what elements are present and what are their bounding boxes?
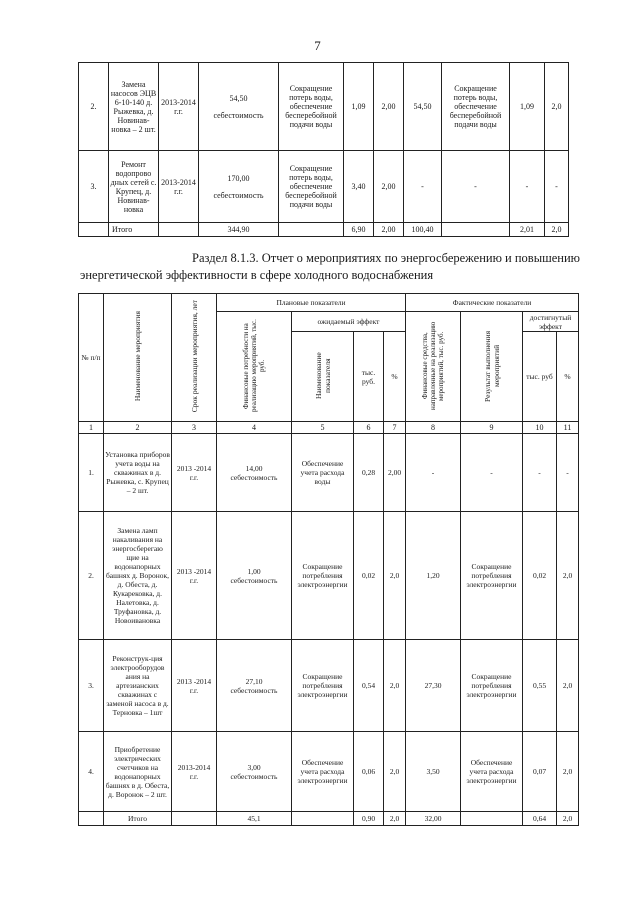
- section-heading: [80, 250, 580, 284]
- header-term: Срок реализации мероприятия, лет: [172, 294, 217, 422]
- achieved-thous: 0,07: [523, 732, 557, 812]
- header-expected: ожидаемый эффект: [292, 312, 406, 332]
- total-fact-financing: 32,00: [406, 812, 461, 826]
- cost-value: 1,00: [247, 566, 261, 576]
- total-fact-financing: 100,40: [404, 223, 442, 237]
- term: 2013 -2014 г.г.: [172, 640, 217, 732]
- total-pct: 2,0: [384, 812, 406, 826]
- expected-pct: 2,00: [374, 63, 404, 151]
- term: 2013-2014 г.г.: [159, 151, 199, 223]
- expected-pct: 2,0: [384, 640, 406, 732]
- measure-name: Ремонт водопрово дных сетей с. Крупец, д. Новинав-новка: [109, 151, 159, 223]
- cost-cell: [199, 63, 279, 151]
- header-achieved: достигнутый эффект: [523, 312, 579, 332]
- total-achieved-thous: 2,01: [510, 223, 545, 237]
- table-continuation: [78, 62, 569, 237]
- row-number: 4.: [79, 732, 104, 812]
- fact-financing: -: [406, 434, 461, 512]
- col-num: 11: [557, 422, 579, 434]
- expected-thous: 0,02: [354, 512, 384, 640]
- cost-value: 3,00: [247, 762, 261, 772]
- cost-cell: [217, 640, 292, 732]
- col-num: 8: [406, 422, 461, 434]
- expected-indicator: Сокращение потребления электроэнергии: [292, 640, 354, 732]
- cost-unit: себестоимость: [230, 685, 278, 695]
- expected-indicator: Обеспечение учета расхода электроэнергии: [292, 732, 354, 812]
- column-numbers-row: [79, 422, 579, 434]
- header-fin-spent: Финансовые средства, направленные на реализацию мероприятий, тыс. руб.: [406, 312, 461, 422]
- expected-pct: 2,0: [384, 732, 406, 812]
- cost-cell: [217, 732, 292, 812]
- measure-name: Установка приборов учета воды на скважинах в д. Рыжевка, с. Крупец – 2 шт.: [104, 434, 172, 512]
- total-row: [79, 812, 579, 826]
- expected-indicator: Сокращение потерь воды, обеспечение бесперебойной подачи воды: [279, 151, 344, 223]
- total-label: Итого: [104, 812, 172, 826]
- expected-pct: 2,0: [384, 512, 406, 640]
- total-thous: 6,90: [344, 223, 374, 237]
- cost-value: 54,50: [229, 93, 248, 103]
- achieved-thous: -: [523, 434, 557, 512]
- total-row: [79, 223, 569, 237]
- header-fin-need: Финансовые потребности на реализацию мероприятий, тыс. руб.: [217, 312, 292, 422]
- page-number: 7: [314, 38, 321, 53]
- total-label: Итого: [109, 223, 159, 237]
- total-achieved-pct: 2,0: [545, 223, 569, 237]
- col-num: 3: [172, 422, 217, 434]
- col-num: 6: [354, 422, 384, 434]
- header-pct: %: [384, 332, 406, 422]
- section-heading-line-2: энергетической эффективности в сфере холодного водоснабжения: [80, 268, 434, 282]
- achieved-thous: 0,55: [523, 640, 557, 732]
- fact-financing: 3,50: [406, 732, 461, 812]
- fact-financing: 1,20: [406, 512, 461, 640]
- expected-indicator: Сокращение потребления электроэнергии: [292, 512, 354, 640]
- header-indicator: Наименование показателя: [292, 332, 354, 422]
- total-thous: 0,90: [354, 812, 384, 826]
- header-result: Результат выполнения мероприятий: [461, 312, 523, 422]
- fact-result: Обеспечение учета расхода электроэнергии: [461, 732, 523, 812]
- section-heading-line-1: Раздел 8.1.3. Отчет о мероприятиях по энергосбережению и повышению: [192, 251, 580, 265]
- expected-thous: 0,28: [354, 434, 384, 512]
- measure-name: Приобретение электрических счетчиков на водонапорных башнях в д. Обеста, д. Воронок – 2 шт.: [104, 732, 172, 812]
- achieved-pct: 2,0: [557, 732, 579, 812]
- achieved-thous: 0,02: [523, 512, 557, 640]
- fact-result: Сокращение потребления электроэнергии: [461, 640, 523, 732]
- fact-financing: 27,30: [406, 640, 461, 732]
- cost-unit: себестоимость: [213, 110, 264, 120]
- fact-result: Сокращение потерь воды, обеспечение бесперебойной подачи воды: [442, 63, 510, 151]
- measure-name: Замена ламп накаливания на энергосберегаю щие на водонапорных башнях д. Воронок, д. Обеста, д. Кукарековка, д. Налетовка, д. Труфановка, д. Новоивановка: [104, 512, 172, 640]
- col-num: 1: [79, 422, 104, 434]
- col-num: 4: [217, 422, 292, 434]
- term: 2013 -2014 г.г.: [172, 434, 217, 512]
- row-number: 3.: [79, 151, 109, 223]
- col-num: 2: [104, 422, 172, 434]
- col-num: 7: [384, 422, 406, 434]
- expected-thous: 0,06: [354, 732, 384, 812]
- fact-result: Сокращение потребления электроэнергии: [461, 512, 523, 640]
- achieved-pct: -: [557, 434, 579, 512]
- measure-name: Реконструк-ция электрооборудов ания на артезианских скважинах с заменой насоса в д. Терновка – 1шт: [104, 640, 172, 732]
- term: 2013 -2014 г.г.: [172, 512, 217, 640]
- total-cost: 45,1: [217, 812, 292, 826]
- term: 2013-2014 г.г.: [159, 63, 199, 151]
- table-row: [79, 63, 569, 151]
- row-number: 2.: [79, 63, 109, 151]
- table-row: [79, 434, 579, 512]
- cost-cell: [217, 434, 292, 512]
- total-cost: 344,90: [199, 223, 279, 237]
- header-name: Наименование мероприятия: [104, 294, 172, 422]
- col-num: 10: [523, 422, 557, 434]
- cost-cell: [199, 151, 279, 223]
- term: 2013-2014 г.г.: [172, 732, 217, 812]
- expected-thous: 1,09: [344, 63, 374, 151]
- fact-result: -: [461, 434, 523, 512]
- measure-name: Замена насосов ЭЦВ 6-10-140 д. Рыжевка, д. Новинав-новка – 2 шт.: [109, 63, 159, 151]
- achieved-thous: -: [510, 151, 545, 223]
- achieved-thous: 1,09: [510, 63, 545, 151]
- total-achieved-pct: 2,0: [557, 812, 579, 826]
- expected-pct: 2,00: [374, 151, 404, 223]
- fact-result: -: [442, 151, 510, 223]
- expected-thous: 0,54: [354, 640, 384, 732]
- table-row: [79, 151, 569, 223]
- achieved-pct: -: [545, 151, 569, 223]
- expected-indicator: Обеспечение учета расхода воды: [292, 434, 354, 512]
- total-achieved-thous: 0,64: [523, 812, 557, 826]
- expected-thous: 3,40: [344, 151, 374, 223]
- cost-cell: [217, 512, 292, 640]
- row-number: 2.: [79, 512, 104, 640]
- total-pct: 2,00: [374, 223, 404, 237]
- header-thous: тыс. руб.: [354, 332, 384, 422]
- header-row: [79, 294, 579, 312]
- achieved-pct: 2,0: [545, 63, 569, 151]
- table-row: [79, 512, 579, 640]
- cost-unit: себестоимость: [230, 771, 278, 781]
- cost-value: 27,10: [245, 676, 263, 686]
- cost-value: 14,00: [245, 463, 263, 473]
- header-fact: Фактические показатели: [406, 294, 579, 312]
- achieved-pct: 2,0: [557, 512, 579, 640]
- row-number: 3.: [79, 640, 104, 732]
- achieved-pct: 2,0: [557, 640, 579, 732]
- header-thous-2: тыс. руб: [523, 332, 557, 422]
- row-number: 1.: [79, 434, 104, 512]
- header-pct-2: %: [557, 332, 579, 422]
- cost-unit: себестоимость: [230, 472, 278, 482]
- col-num: 5: [292, 422, 354, 434]
- expected-indicator: Сокращение потерь воды, обеспечение бесперебойной подачи воды: [279, 63, 344, 151]
- fact-financing: 54,50: [404, 63, 442, 151]
- fact-financing: -: [404, 151, 442, 223]
- header-no: № п/п: [79, 294, 104, 422]
- energy-saving-table: [78, 293, 579, 826]
- cost-value: 170,00: [227, 173, 250, 183]
- cost-unit: себестоимость: [213, 190, 264, 200]
- expected-pct: 2,00: [384, 434, 406, 512]
- header-plan: Плановые показатели: [217, 294, 406, 312]
- col-num: 9: [461, 422, 523, 434]
- cost-unit: себестоимость: [230, 575, 278, 585]
- table-row: [79, 640, 579, 732]
- table-row: [79, 732, 579, 812]
